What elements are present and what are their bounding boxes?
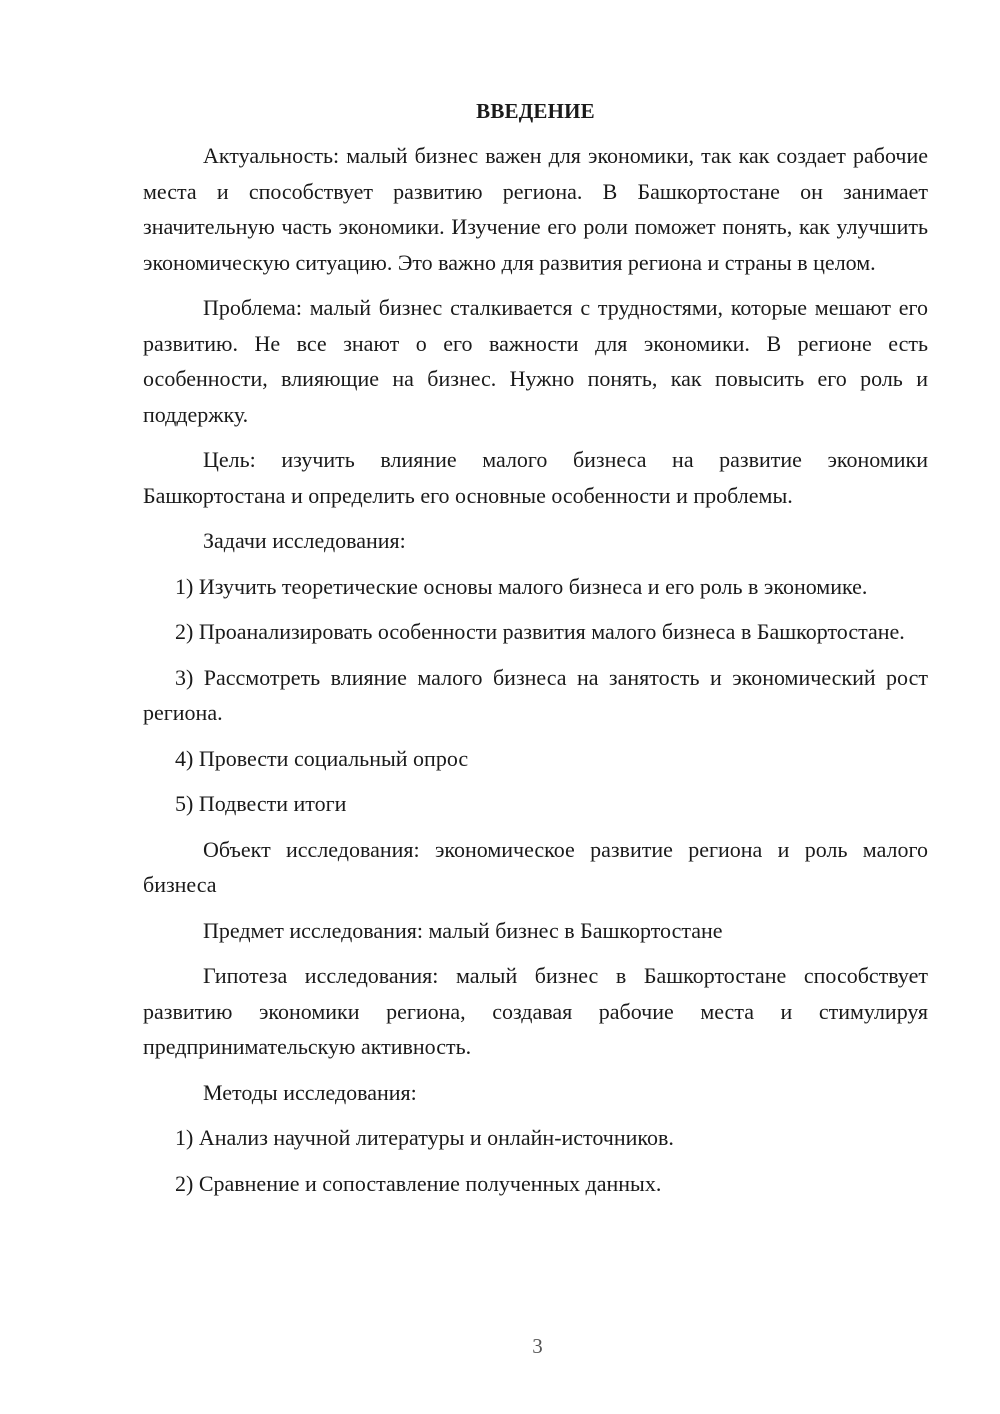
relevance-paragraph: Актуальность: малый бизнес важен для экономики, так как создает рабочие места и способствует развитию региона. В Башкортостане он занимает значительную часть экономики. Изучение его роли поможет понять, как улучшить экономическую ситуацию. Это важно для развития региона и страны в целом.: [143, 143, 928, 275]
subject-paragraph: Предмет исследования: малый бизнес в Башкортостане: [203, 917, 723, 943]
task-item: 1) Изучить теоретические основы малого бизнеса и его роль в экономике.: [175, 573, 868, 599]
task-item: 3) Рассмотреть влияние малого бизнеса на занятость и экономический рост региона.: [143, 664, 928, 725]
method-item: 1) Анализ научной литературы и онлайн-источников.: [175, 1125, 674, 1150]
problem-paragraph: Проблема: малый бизнес сталкивается с трудностями, которые мешают его развитию. Не все знают о его важности для экономики. В регионе есть особенности, влияющие на бизнес. Нужно понять, как повысить его роль и поддержку.: [143, 295, 928, 427]
methods-heading: Методы исследования:: [203, 1079, 417, 1105]
page-number: 3: [532, 1334, 543, 1358]
hypothesis-paragraph: Гипотеза исследования: малый бизнес в Башкортостане способствует развитию экономики региона, создавая рабочие места и стимулируя предпринимательскую активность.: [143, 963, 928, 1059]
tasks-heading: Задачи исследования:: [203, 528, 406, 553]
task-item: 5) Подвести итоги: [175, 791, 347, 816]
document-body: [143, 96, 928, 1211]
task-item: 2) Проанализировать особенности развития малого бизнеса в Башкортостане.: [175, 619, 905, 644]
goal-paragraph: Цель: изучить влияние малого бизнеса на развитие экономики Башкортостана и определить его основные особенности и проблемы.: [143, 447, 928, 508]
section-title: ВВЕДЕНИЕ: [476, 99, 595, 123]
task-item: 4) Провести социальный опрос: [175, 745, 469, 771]
method-item: 2) Сравнение и сопоставление полученных данных.: [175, 1170, 662, 1196]
object-paragraph: Объект исследования: экономическое развитие региона и роль малого бизнеса: [143, 836, 928, 897]
